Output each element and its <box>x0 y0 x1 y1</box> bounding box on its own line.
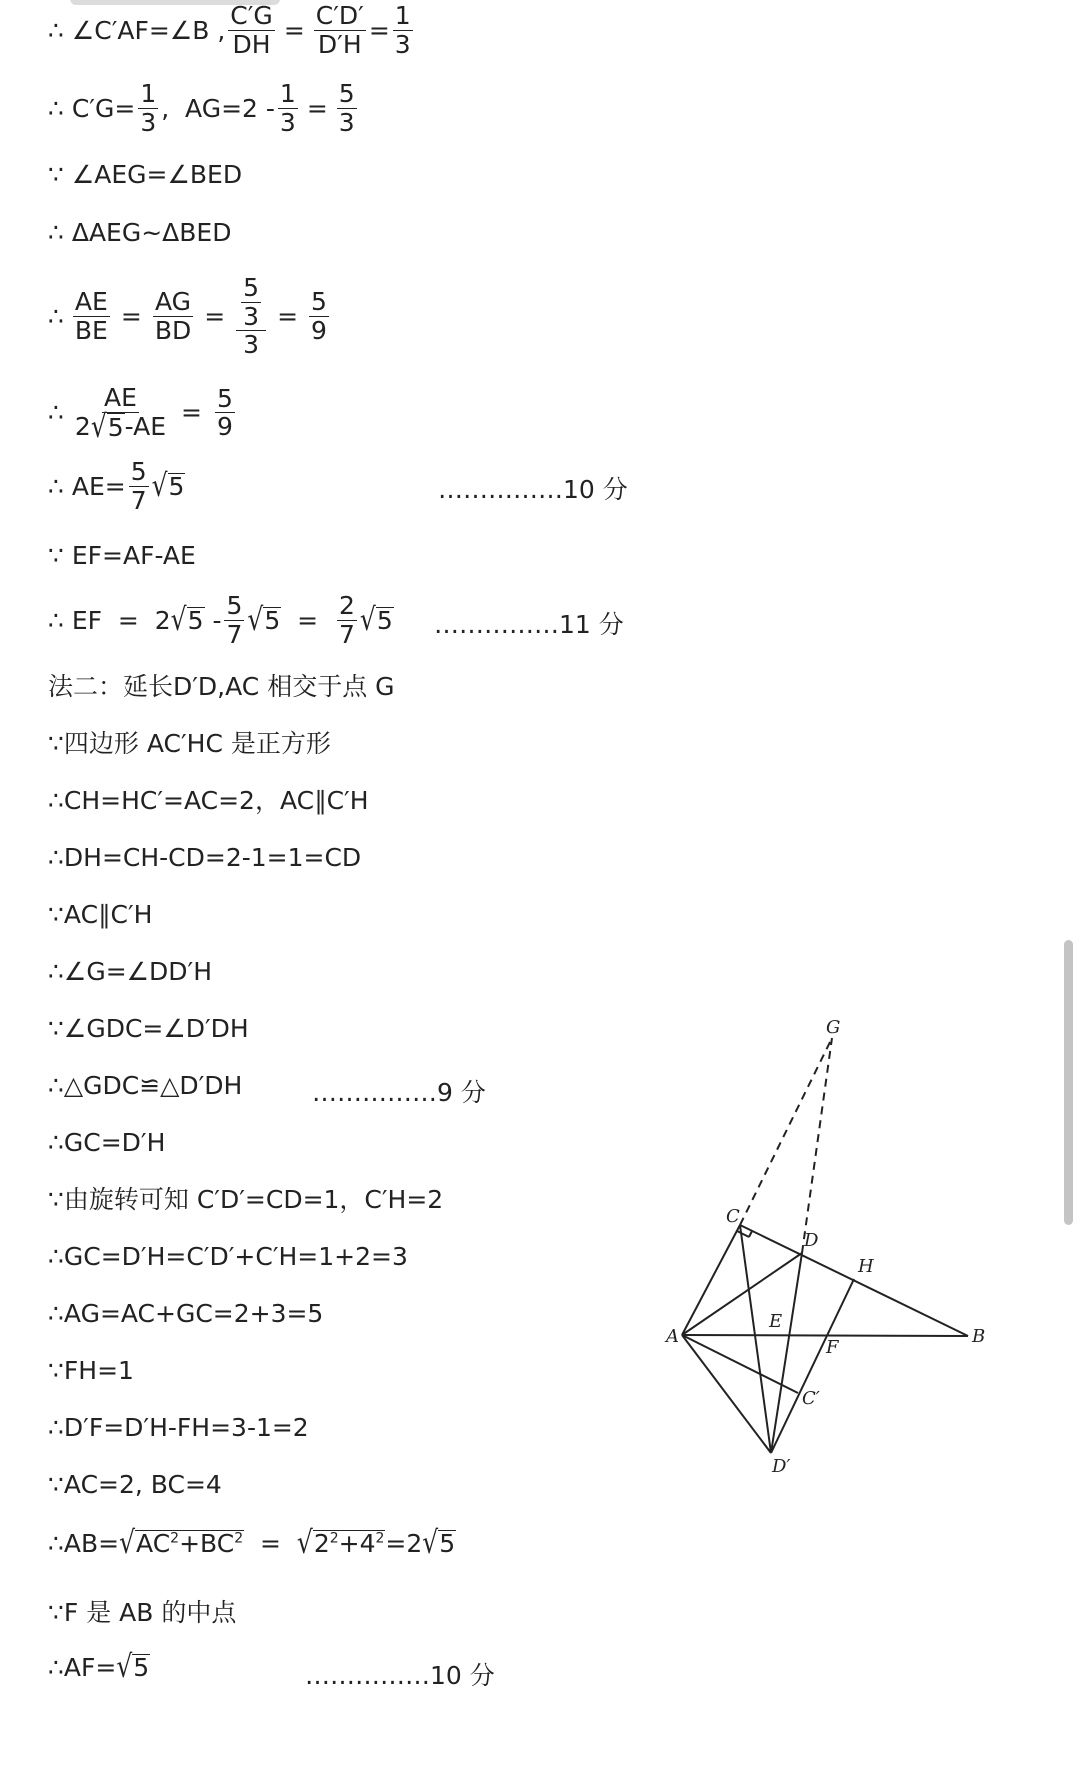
segment-AC2 <box>682 1335 798 1393</box>
segment-right-angle-2 <box>749 1231 752 1237</box>
segment-right-angle-1 <box>737 1231 749 1237</box>
label-C-prime: C′ <box>802 1388 820 1409</box>
step-text: ∵ ∠AEG=∠BED <box>48 160 243 189</box>
segment-HD2 <box>771 1279 854 1453</box>
sqrt: √ 5 <box>422 1524 456 1561</box>
label-B: B <box>972 1326 986 1347</box>
fraction: $\frac{1}{3}$ <box>140 79 157 137</box>
score-label: ……………10 分 <box>438 475 628 504</box>
fraction: $\frac{5}{9}$ <box>216 383 233 441</box>
score-label: ……………10 分 <box>305 1661 495 1690</box>
compound-fraction: $\frac{\frac{5}{3}}{3}$ <box>236 274 266 359</box>
score-label: ……………9 分 <box>312 1078 486 1107</box>
sqrt: √ 5 <box>170 601 204 638</box>
step-cg-ag: ∴ C′G= $\frac{1}{3}$ , AG=2 - $\frac{1}{3}$ = $\frac{5}{3}$ <box>48 79 355 137</box>
score-label: ……………11 分 <box>434 610 624 639</box>
step-ab: ∴AB= √ $AC^2+BC^2$ = √ $2^2+4^2$ =2 √ 5 <box>48 1524 456 1561</box>
step-text: ∵FH=1 <box>48 1356 134 1385</box>
step-text: ∴CH=HC′=AC=2，AC∥C′H <box>48 786 369 815</box>
fraction: $\frac{AE}{BE}$ <box>74 287 108 345</box>
step-ef: ∴ EF = 2 √ 5 - $\frac{5}{7}$ √ 5 = $\frac{2}{7}$ √ 5 <box>48 591 393 649</box>
dashed-CG <box>740 1038 832 1225</box>
fraction: $\frac{2}{7}$ <box>338 591 355 649</box>
fraction: $\frac{5}{7}$ <box>130 457 147 515</box>
step-text: ∵AC=2, BC=4 <box>48 1470 222 1499</box>
fraction: $\frac{C'G}{DH}$ <box>230 1 273 59</box>
step-text: ∴DH=CH-CD=2-1=1=CD <box>48 843 362 872</box>
label-H: H <box>858 1256 874 1277</box>
sqrt: √ 5 <box>151 467 185 504</box>
step-text: ∴AG=AC+GC=2+3=5 <box>48 1299 324 1328</box>
label-E: E <box>769 1311 783 1332</box>
step-text: ∵∠GDC=∠D′DH <box>48 1014 249 1043</box>
fraction: $\frac{1}{3}$ <box>279 79 296 137</box>
sqrt: √ $2^2+4^2$ <box>296 1524 385 1561</box>
label-F: F <box>826 1337 839 1358</box>
scrollbar[interactable] <box>1064 940 1073 1225</box>
segment-AC <box>682 1225 740 1335</box>
segment-D2D <box>771 1253 802 1453</box>
step-text: ∵F 是 AB 的中点 <box>48 1598 237 1627</box>
fraction: $\frac{1}{3}$ <box>394 1 411 59</box>
label-D: D <box>804 1230 819 1251</box>
sqrt: √ 5 <box>116 1648 150 1685</box>
fraction: $\frac{5}{7}$ <box>226 591 243 649</box>
sqrt: √ 5 <box>359 601 393 638</box>
segment-AD <box>682 1253 802 1335</box>
fraction: $\frac{5}{3}$ <box>338 79 355 137</box>
segment-AB <box>682 1335 968 1336</box>
step-text: ∴GC=D′H=C′D′+C′H=1+2=3 <box>48 1242 408 1271</box>
fraction: $\frac{5}{9}$ <box>311 287 327 345</box>
label-C: C <box>726 1206 740 1227</box>
step-text: ∴∠G=∠DD′H <box>48 957 213 986</box>
step-congruent: ∴△GDC≌△D′DH <box>48 1071 243 1100</box>
fraction: $\frac{C'D'}{D'H}$ <box>315 1 364 59</box>
step-ratio: ∴ $\frac{AE}{BE}$ = $\frac{AG}{BD}$ = $\frac{\frac{5}{3}}{3}$ = $\frac{5}{9}$ <box>48 273 327 359</box>
fraction: $\frac{AG}{BD}$ <box>154 287 192 345</box>
step-text: ∴D′F=D′H-FH=3-1=2 <box>48 1413 309 1442</box>
step-af: ∴AF= √ 5 <box>48 1648 150 1685</box>
method-two-heading: 法二：延长D′D,AC 相交于点 G <box>48 672 395 701</box>
step-text: ∵由旋转可知 C′D′=CD=1，C′H=2 <box>48 1185 444 1214</box>
label-G: G <box>826 1017 841 1038</box>
step-text: ∴GC=D′H <box>48 1128 166 1157</box>
sqrt: √ 5 <box>90 407 124 444</box>
step-text: ∵ EF=AF-AE <box>48 541 196 570</box>
step-text: ∴ ∠C′AF=∠B , <box>48 15 226 45</box>
step-text: ∵AC∥C′H <box>48 900 153 929</box>
step-text: ∴ ΔAEG~ΔBED <box>48 218 232 247</box>
step-angle-similar: ∴ ∠C′AF=∠B , $\frac{C'G}{DH}$ = $\frac{C'D'}{D'H}$ = $\frac{1}{3}$ <box>48 1 411 59</box>
label-A: A <box>666 1326 679 1347</box>
sqrt: √ 5 <box>247 601 281 638</box>
sqrt: √ $AC^2+BC^2$ <box>119 1524 244 1561</box>
step-ae: ∴ AE= $\frac{5}{7}$ √ 5 <box>48 457 185 515</box>
label-D-prime: D′ <box>772 1456 791 1477</box>
step-equation: ∴ AE 2 √ 5 -AE = $\frac{5}{9}$ <box>48 383 233 444</box>
step-text: ∵四边形 AC′HC 是正方形 <box>48 729 331 758</box>
fraction: AE 2 √ 5 -AE <box>74 383 167 444</box>
